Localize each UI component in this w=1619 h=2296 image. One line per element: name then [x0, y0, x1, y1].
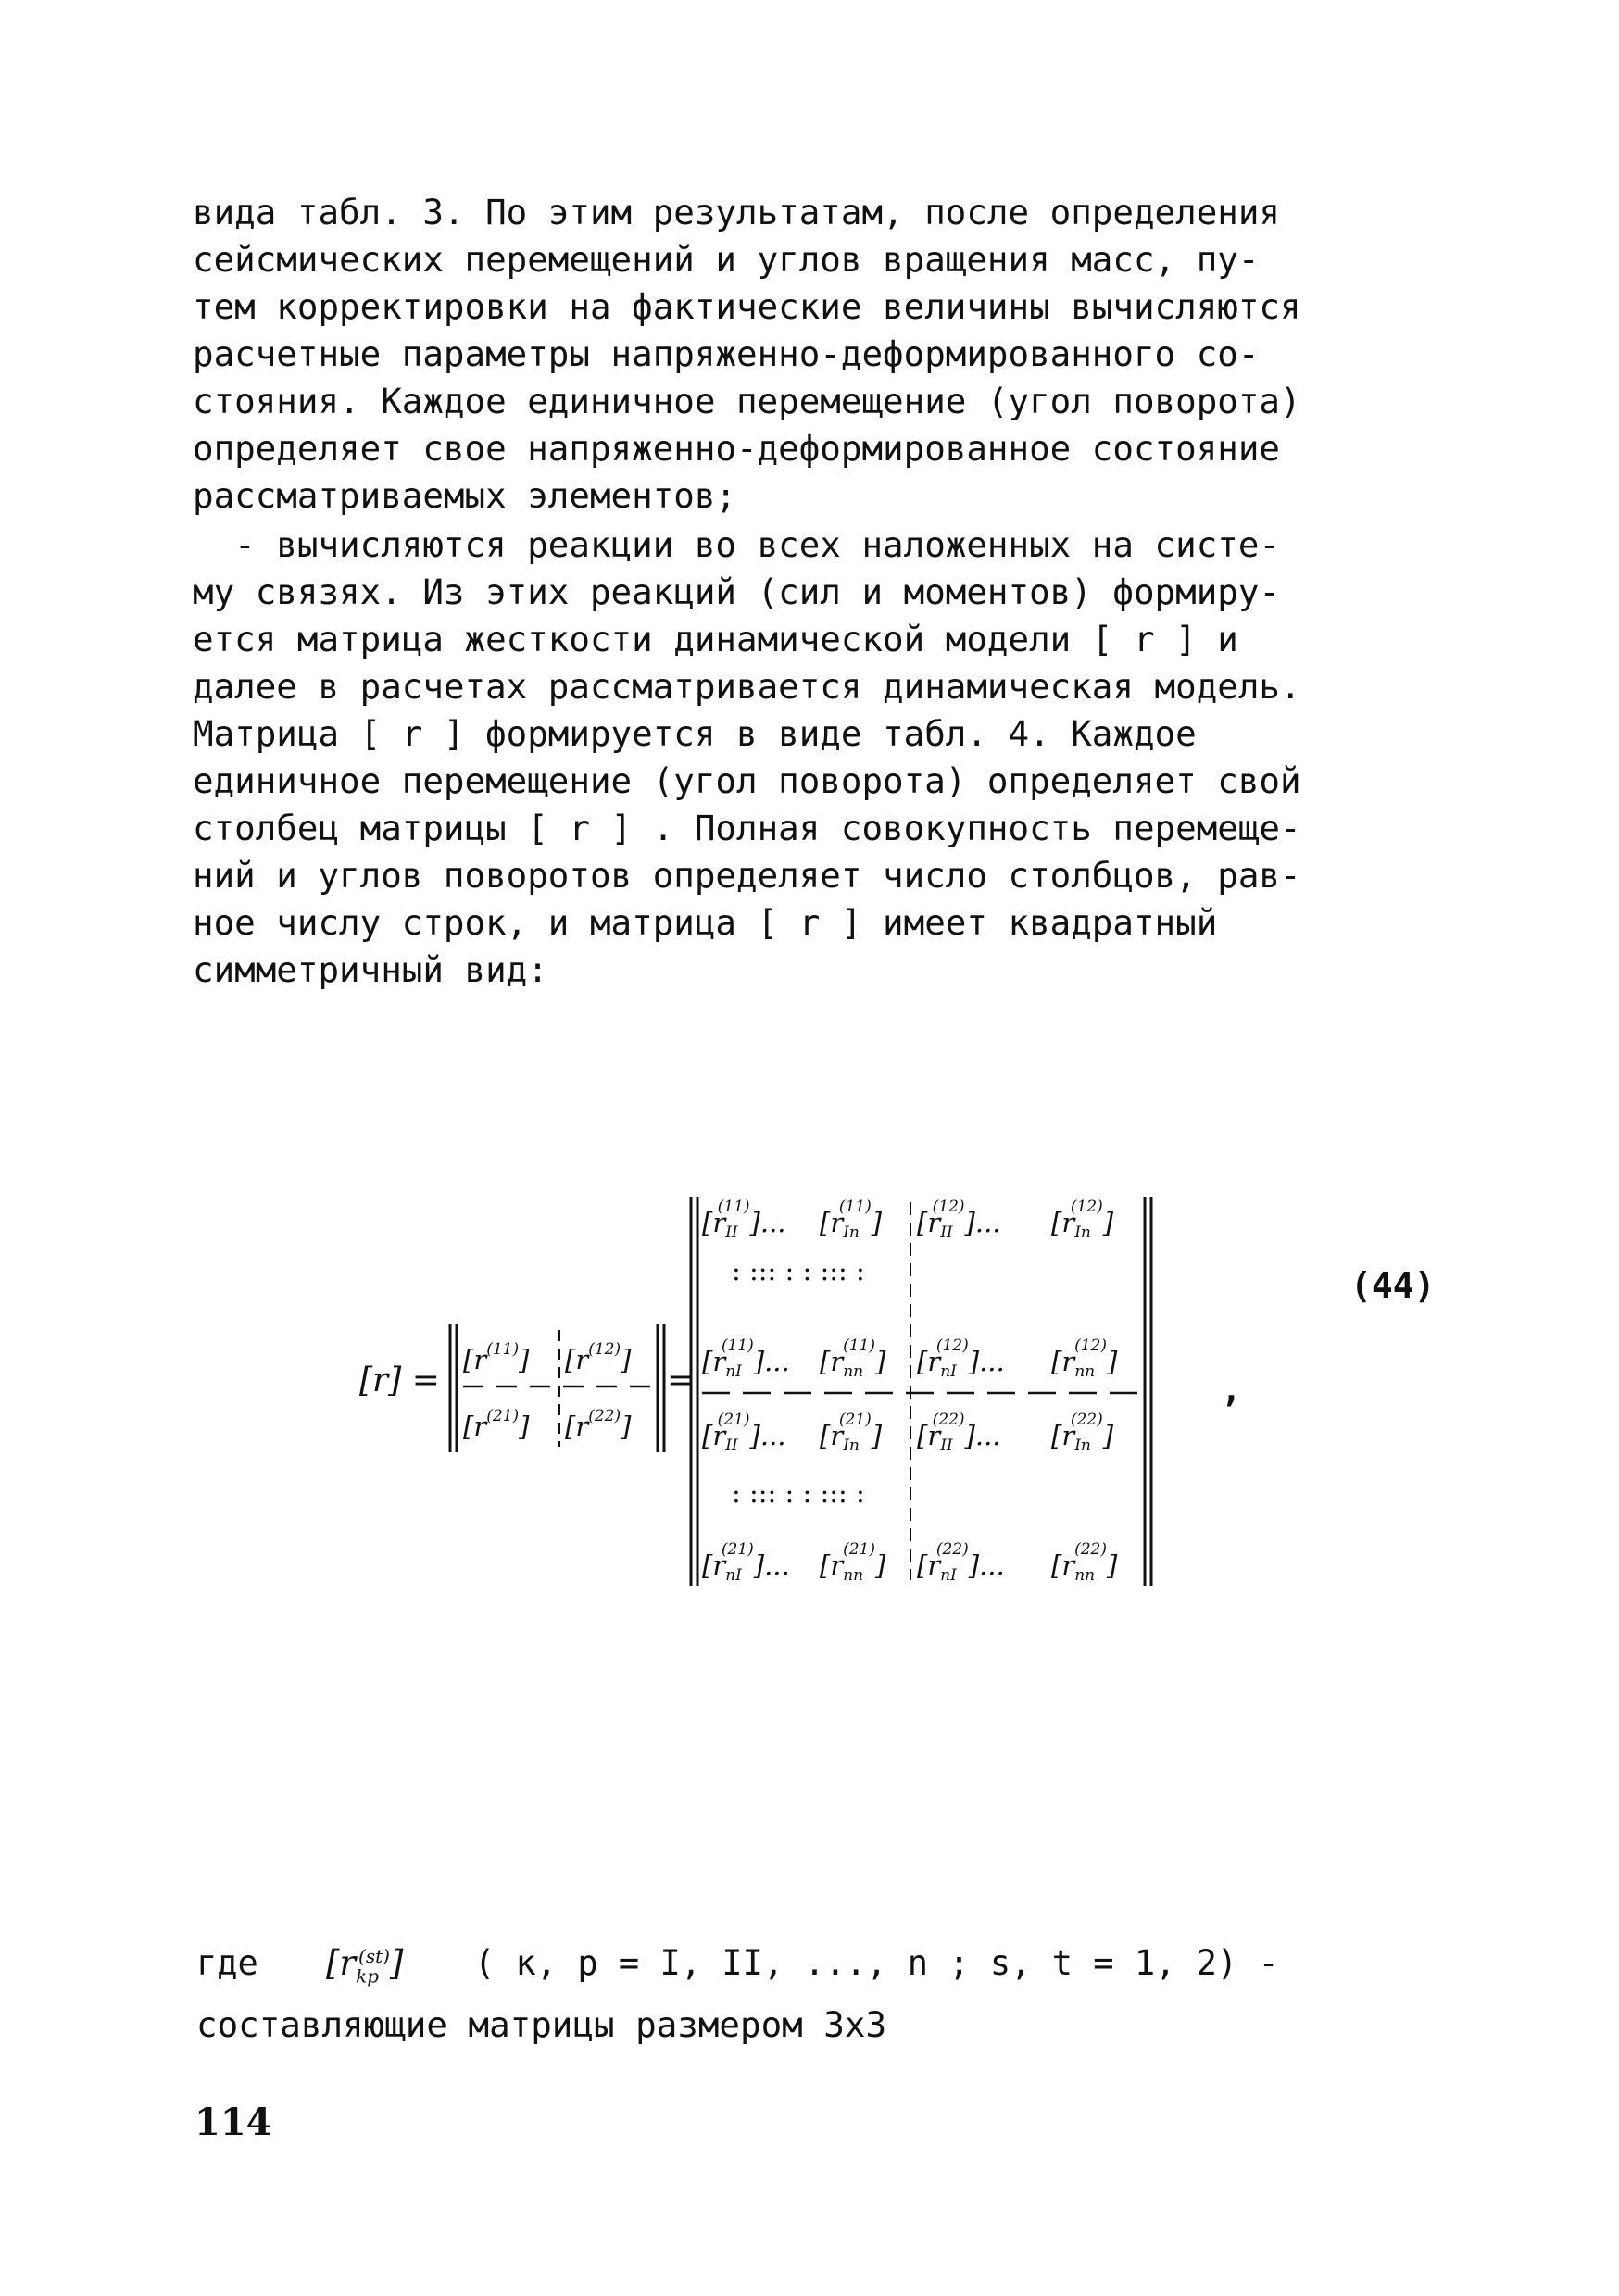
matrix-entry: [rnI(11)]...: [702, 1336, 790, 1381]
matrix-entry: [rnI(21)]...: [702, 1540, 790, 1585]
text-line: симметричный вид:: [193, 949, 548, 990]
text-line: ний и углов поворотов определяет число столбцов, рав-: [193, 855, 1301, 896]
text-line: расчетные параметры напряженно-деформированного со-: [193, 333, 1260, 374]
where-indices: ( к, р = I, II, ..., n ; s, t = 1, 2) -: [474, 1943, 1279, 1983]
matrix-entry: [rII(12)]...: [917, 1198, 1001, 1242]
text-line: му связях. Из этих реакций (сил и моментов) формиру-: [193, 571, 1280, 612]
text-line: далее в расчетах рассматривается динамическая модель.: [193, 666, 1301, 707]
matrix-entry: [rnn(11)]: [820, 1336, 886, 1381]
matrix-entry: [rII(11)]...: [702, 1198, 786, 1242]
text-line: ное числу строк, и матрица [ r ] имеет квадратный: [193, 902, 1218, 943]
equals-sign: =: [667, 1361, 696, 1399]
text-line: определяет свое напряженно-деформированное состояние: [193, 428, 1280, 469]
block-r12: [r(12)]: [565, 1340, 632, 1375]
lhs-label: [r] =: [359, 1361, 440, 1399]
block-r11: [r(11)]: [463, 1340, 530, 1375]
text-line: тем корректировки на фактические величины вычисляются: [193, 286, 1301, 327]
text-line: рассматриваемых элементов;: [193, 475, 736, 516]
text-line: столбец матрицы [ r ] . Полная совокупность перемеще-: [193, 808, 1301, 848]
matrix-entry: [rII(21)]...: [702, 1411, 786, 1455]
matrix-entry: [rnI(12)]...: [917, 1336, 1005, 1381]
matrix-entry: [rnn(21)]: [820, 1540, 886, 1585]
where-description: составляющие матрицы размером 3х3: [196, 2004, 887, 2045]
matrix-entry: [rIn(21)]: [820, 1411, 883, 1455]
matrix-entry: [rII(22)]...: [917, 1411, 1001, 1455]
block-r21: [r(21)]: [463, 1407, 530, 1442]
equation-number: (44): [1350, 1265, 1436, 1306]
matrix-entry: [rnI(22)]...: [917, 1540, 1005, 1585]
text-line: Матрица [ r ] формируется в виде табл. 4. Каждое: [193, 713, 1197, 754]
matrix-entry: [rnn(12)]: [1051, 1336, 1118, 1381]
matrix-dots: : ::: : : ::: :: [732, 1255, 865, 1286]
text-line: ется матрица жесткости динамической модели [ r ] и: [193, 619, 1238, 659]
text-line: вида табл. 3. По этим результатам, после определения: [193, 192, 1280, 232]
where-element: $[r_{kp}^{(st)}]$: [326, 1943, 404, 1988]
page-number: 114: [195, 2101, 272, 2144]
matrix-entry: [rIn(11)]: [820, 1198, 883, 1242]
matrix-entry: [rnn(22)]: [1051, 1540, 1118, 1585]
block-r22: [r(22)]: [565, 1407, 632, 1442]
text-line: сейсмических перемещений и углов вращения масс, пу-: [193, 239, 1260, 280]
text-line: единичное перемещение (угол поворота) определяет свой: [193, 760, 1301, 801]
matrix-entry: [rIn(22)]: [1051, 1411, 1114, 1455]
where-word: где: [196, 1943, 258, 1983]
text-line: - вычисляются реакции во всех наложенных на систе-: [193, 524, 1280, 565]
equation-comma: ,: [1221, 1369, 1242, 1410]
matrix-dots: : ::: : : ::: :: [732, 1477, 865, 1509]
text-line: стояния. Каждое единичное перемещение (угол поворота): [193, 381, 1301, 421]
matrix-entry: [rIn(12)]: [1051, 1198, 1114, 1242]
